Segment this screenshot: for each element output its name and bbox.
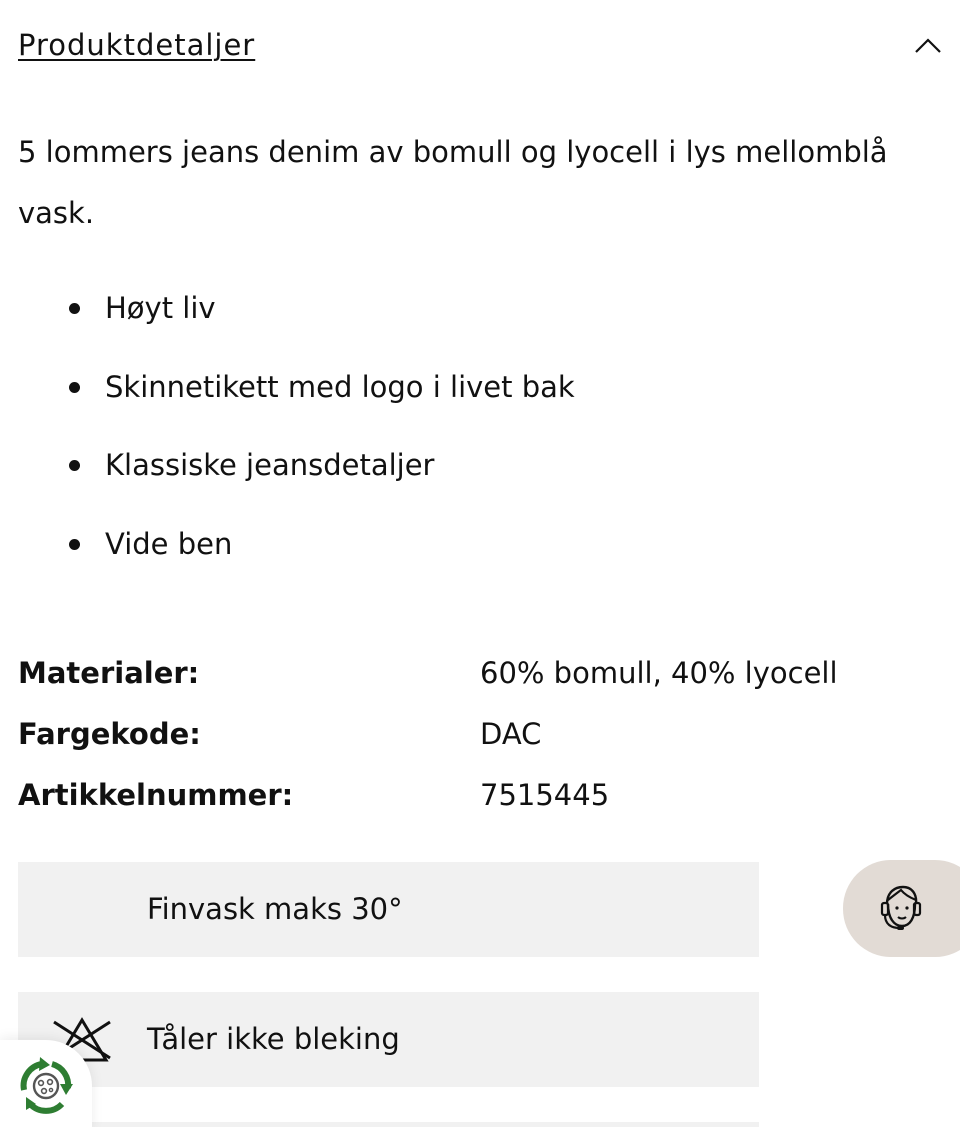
product-description: 5 lommers jeans denim av bomull og lyocell i lys mellomblå vask. <box>18 135 888 230</box>
spec-label: Artikkelnummer: <box>18 778 294 812</box>
list-item <box>0 505 575 584</box>
care-text: Tåler ikke bleking <box>147 1022 400 1056</box>
list-item <box>0 269 575 348</box>
accordion-title[interactable]: Produktdetaljer <box>18 28 256 62</box>
specs-table <box>18 643 918 826</box>
spec-label: Materialer: <box>18 656 200 690</box>
feature-list <box>0 269 575 583</box>
chevron-up-icon[interactable] <box>914 34 942 58</box>
list-item <box>0 348 575 427</box>
spec-label: Fargekode: <box>18 717 201 751</box>
customer-support-agent-icon <box>877 882 925 936</box>
bullet-icon <box>69 382 80 393</box>
recycle-badge[interactable] <box>0 1040 92 1127</box>
spec-row-materials <box>18 643 918 704</box>
care-instruction-partial <box>92 1122 759 1127</box>
bullet-icon <box>69 303 80 314</box>
wash-30-icon <box>50 882 114 938</box>
feature-text: Vide ben <box>105 526 233 561</box>
customer-support-button[interactable] <box>843 860 960 957</box>
care-instruction-bleach <box>18 992 759 1087</box>
feature-text: Skinnetikett med logo i livet bak <box>105 369 575 404</box>
bullet-icon <box>69 539 80 550</box>
spec-value: DAC <box>480 717 542 751</box>
spec-row-color-code <box>18 704 918 765</box>
care-text: Finvask maks 30° <box>147 892 403 926</box>
spec-row-article-number <box>18 765 918 826</box>
recycle-icon <box>14 1054 78 1118</box>
list-item <box>0 426 575 505</box>
accordion-header-produktdetaljer[interactable] <box>18 22 942 74</box>
spec-value: 7515445 <box>480 778 610 812</box>
feature-text: Høyt liv <box>105 291 216 325</box>
feature-text: Klassiske jeansdetaljer <box>105 448 435 482</box>
bullet-icon <box>69 460 80 471</box>
care-instruction-wash <box>18 862 759 957</box>
spec-value: 60% bomull, 40% lyocell <box>480 656 838 690</box>
